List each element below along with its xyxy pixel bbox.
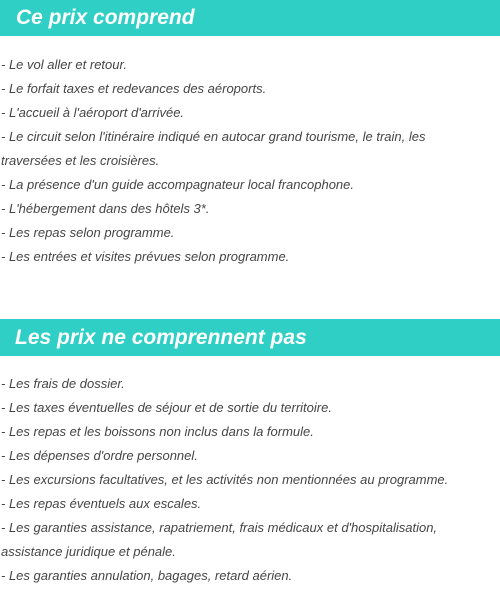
list-item: - Les repas et les boissons non inclus dans la formule. bbox=[1, 424, 314, 439]
list-item: - La présence d'un guide accompagnateur local francophone. bbox=[1, 177, 354, 192]
list-item: - Les dépenses d'ordre personnel. bbox=[1, 448, 198, 463]
excluded-heading: Les prix ne comprennent pas bbox=[0, 319, 500, 356]
list-item: - Les frais de dossier. bbox=[1, 376, 125, 391]
list-item: - L'accueil à l'aéroport d'arrivée. bbox=[1, 105, 185, 120]
list-item: - Les entrées et visites prévues selon programme. bbox=[1, 249, 290, 264]
included-list bbox=[0, 53, 489, 269]
list-item: - Le circuit selon l'itinéraire indiqué en autocar grand tourisme, le train, les traversées et les croisières. bbox=[1, 129, 426, 168]
included-section bbox=[0, 0, 500, 269]
list-item: - Les garanties assistance, rapatriement, frais médicaux et d'hospitalisation, assistance juridique et pénale. bbox=[1, 520, 438, 559]
excluded-list bbox=[0, 372, 489, 588]
list-item: - Les excursions facultatives, et les activités non mentionnées au programme. bbox=[1, 472, 449, 487]
list-item: - Les repas éventuels aux escales. bbox=[1, 496, 202, 511]
list-item: - Les taxes éventuelles de séjour et de sortie du territoire. bbox=[1, 400, 332, 415]
list-item: - Les garanties annulation, bagages, retard aérien. bbox=[1, 568, 293, 583]
list-item: - Le forfait taxes et redevances des aéroports. bbox=[1, 81, 267, 96]
list-item: - L'hébergement dans des hôtels 3*. bbox=[1, 201, 210, 216]
excluded-section bbox=[0, 319, 500, 588]
list-item: - Le vol aller et retour. bbox=[1, 57, 127, 72]
list-item: - Les repas selon programme. bbox=[1, 225, 175, 240]
included-heading: Ce prix comprend bbox=[0, 0, 500, 36]
